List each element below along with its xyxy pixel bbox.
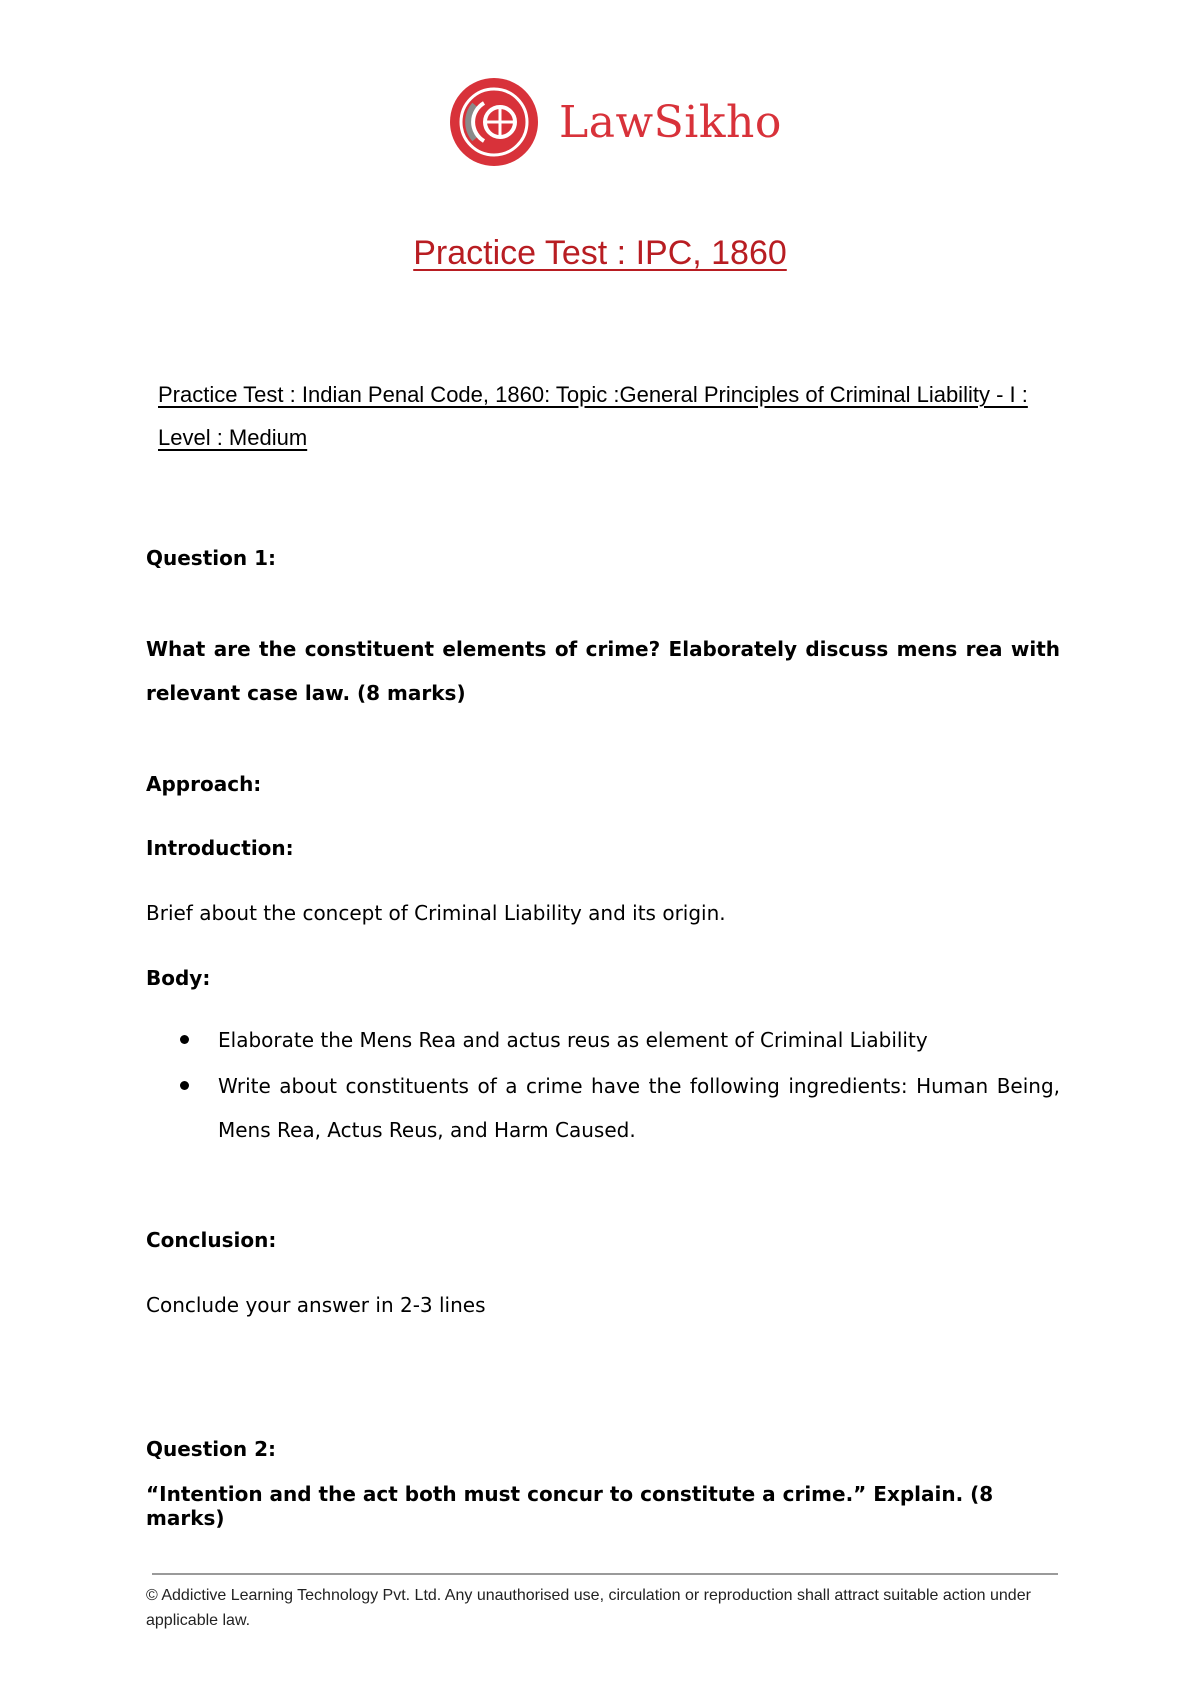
lawsikho-emblem-icon — [449, 77, 539, 167]
list-item — [180, 1064, 1060, 1152]
body-points-list — [180, 1018, 1060, 1154]
page-title: Practice Test : IPC, 1860 — [413, 234, 787, 272]
question-1-label: Question 1: — [146, 546, 276, 570]
body-point-text: Elaborate the Mens Rea and actus reus as element of Criminal Liability — [218, 1028, 928, 1052]
bullet-icon — [180, 1035, 189, 1044]
body-label: Body: — [146, 966, 211, 990]
brand-name: LawSikho — [559, 96, 782, 148]
bullet-icon — [180, 1081, 189, 1090]
approach-label: Approach: — [146, 772, 262, 796]
conclusion-label: Conclusion: — [146, 1228, 277, 1252]
question-2-label: Question 2: — [146, 1437, 276, 1461]
question-1-text: What are the constituent elements of crime? Elaborately discuss mens rea with relevant case law. (8 marks) — [146, 637, 1060, 705]
introduction-text: Brief about the concept of Criminal Liability and its origin. — [146, 901, 726, 925]
list-item — [180, 1018, 1060, 1062]
test-subtitle: Practice Test : Indian Penal Code, 1860: Topic :General Principles of Criminal Liability - I : Level : Medium — [158, 382, 1028, 450]
lawsikho-logo — [449, 76, 782, 168]
conclusion-text: Conclude your answer in 2-3 lines — [146, 1293, 486, 1317]
question-2-text: “Intention and the act both must concur to constitute a crime.” Explain. (8 marks) — [146, 1482, 994, 1530]
body-point-text: Write about constituents of a crime have the following ingredients: Human Being, Mens Rea, Actus Reus, and Harm Caused. — [218, 1074, 1060, 1142]
introduction-label: Introduction: — [146, 836, 294, 860]
footer-divider — [152, 1573, 1058, 1575]
copyright-footer: © Addictive Learning Technology Pvt. Ltd. Any unauthorised use, circulation or reproduction shall attract suitable action under applicable law. — [146, 1587, 1031, 1629]
